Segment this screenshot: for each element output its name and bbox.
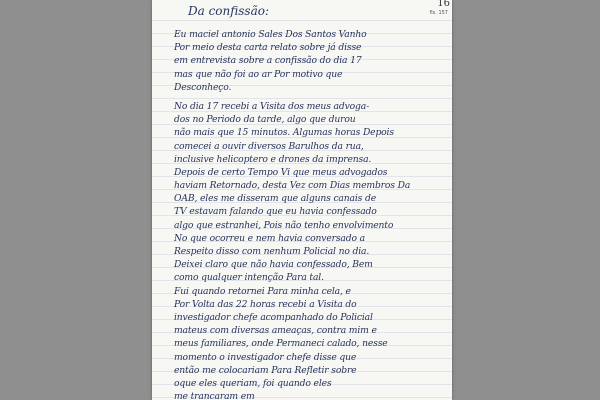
text-line: TV estavam falando que eu havia confessado [174,206,377,218]
letter-page [152,0,452,400]
letter-title: Da confissão: [188,4,270,18]
text-line: Depois de certo Tempo Vi que meus advogados [174,166,388,178]
text-line: No que ocorreu e nem havia conversado a [174,232,365,244]
text-line: haviam Retornado, desta Vez com Dias membros Da [174,180,411,192]
text-line: comecei a ouvir diversos Barulhos da rua, [174,140,364,152]
text-line: Fui quando retornei Para minha cela, e [174,285,351,297]
letter-body [174,28,446,400]
text-line: No dia 17 recebi a Visita dos meus advoga- [174,100,370,112]
text-line: Deixei claro que não havia confessado, Bem [174,259,373,271]
text-line: Por meio desta carta relato sobre já disse [174,42,362,54]
text-line: inclusive helicoptero e drones da imprensa. [174,153,372,165]
text-line: meus familiares, onde Permaneci calado, nesse [174,338,388,350]
text-line: momento o investigador chefe disse que [174,351,357,363]
text-line: como qualquer intenção Para tal. [174,272,324,284]
text-line: em entrevista sobre a confissão do dia 17 [174,55,362,67]
text-line: me trancaram em [174,391,255,400]
paragraph-2 [174,100,446,285]
text-line: mateus com diversas ameaças, contra mim e [174,325,377,337]
text-line: Por Volta das 22 horas recebi a Visita do [174,298,357,310]
text-line: Desconheço. [174,81,232,93]
text-line: OAB, eles me disseram que alguns canais de [174,193,376,205]
text-line: Respeito disso com nenhum Policial no dia. [174,246,370,257]
text-line: algo que estranhei, Pois não tenho envolvimento [174,219,394,231]
folio-stamp: fls. 157 [429,10,448,16]
paragraph-1 [174,28,446,94]
text-line: investigador chefe acompanhado do Policial [174,311,373,323]
paragraph-3 [174,285,446,400]
text-line: mas que não foi ao ar Por motivo que [174,68,343,80]
text-line: não mais que 15 minutos. Algumas horas Depois [174,127,394,139]
text-line: Eu maciel antonio Sales Dos Santos Vanho [174,29,367,40]
corner-page-number: 16 [437,0,450,9]
text-line: dos no Periodo da tarde, algo que durou [174,114,356,126]
text-line: oque eles queriam, foi quando eles [174,377,332,389]
ruled-line [152,20,452,21]
text-line: então me colocariam Para Refletir sobre [174,364,357,376]
